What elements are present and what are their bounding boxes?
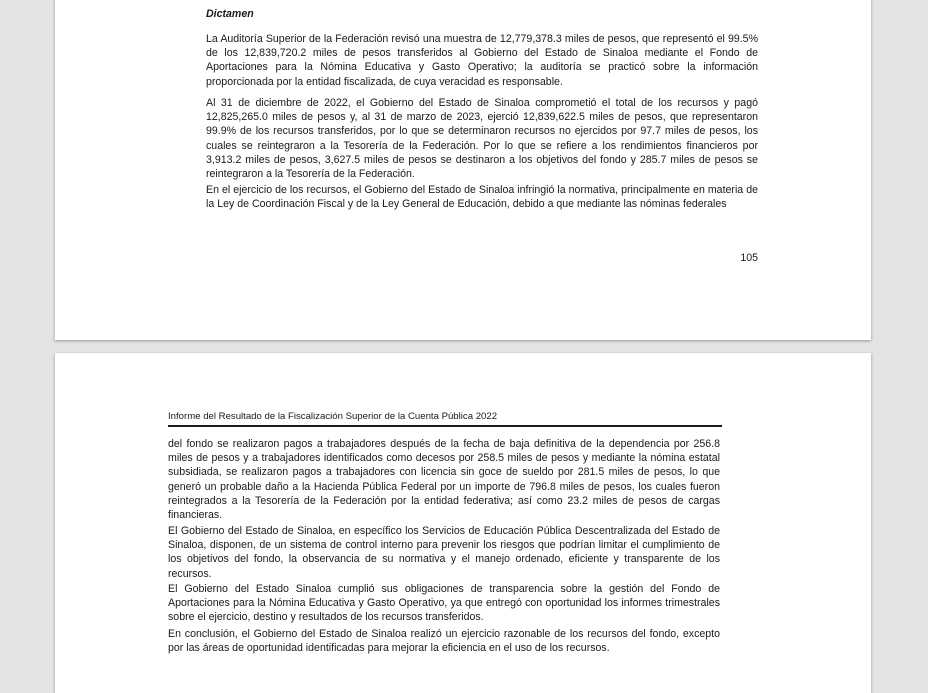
document-page-105 [55,0,871,340]
document-page-next [55,353,871,693]
section-heading-dictamen: Dictamen [206,8,254,20]
header-rule [168,425,722,427]
running-header: Informe del Resultado de la Fiscalización Superior de la Cuenta Pública 2022 [168,411,498,422]
page-number: 105 [740,252,758,264]
paragraph-muestra: La Auditoría Superior de la Federación revisó una muestra de 12,779,378.3 miles de pesos, que representó el 99.5% de los 12,839,720.2 miles de pesos transferidos al Gobierno del Estado de Sinaloa mediante el Fondo de Aportaciones para la Nómina Educativa y Gasto Operativo; la auditoría se practicó sobre la información proporcionada por la entidad fiscalizada, de cuya veracidad es responsable. [206,33,758,88]
paragraph-control-interno: El Gobierno del Estado de Sinaloa, en específico los Servicios de Educación Pública Descentralizada del Estado de Sinaloa, disponen, de un sistema de control interno para prevenir los riesgos que podrían limitar el cumplimiento de los objetivos del fondo, la observancia de su normativa y el manejo ordenado, eficiente y transparente de los recursos. [168,525,720,580]
paragraph-normativa: En el ejercicio de los recursos, el Gobierno del Estado de Sinaloa infringió la normativa, principalmente en materia de la Ley de Coordinación Fiscal y de la Ley General de Educación, debido a que mediante las nóminas federales [206,184,758,211]
paragraph-recursos-ejercidos: Al 31 de diciembre de 2022, el Gobierno del Estado de Sinaloa comprometió el total de los recursos y pagó 12,825,265.0 miles de pesos y, al 31 de marzo de 2023, ejerció 12,839,622.5 miles de pesos, que representaron 99.9% de los recursos transferidos, por lo que se determinaron recursos no ejercidos por 97.7 miles de pesos, los cuales se reintegraron a la Tesorería de la Federación. Por lo que se refiere a los rendimientos financieros por 3,913.2 miles de pesos, 3,627.5 miles de pesos se destinaron a los objetivos del fondo y 285.7 miles de pesos se reintegraron a la Tesorería de la Federación. [206,97,758,181]
paragraph-conclusion: En conclusión, el Gobierno del Estado de Sinaloa realizó un ejercicio razonable de los recursos del fondo, excepto por las áreas de oportunidad identificadas para mejorar la eficiencia en el uso de los recursos. [168,628,720,655]
paragraph-pagos-trabajadores: del fondo se realizaron pagos a trabajadores después de la fecha de baja definitiva de la dependencia por 256.8 miles de pesos y a trabajadores identificados como decesos por 258.5 miles de pesos y mediante la nómina estatal subsidiada, se realizaron pagos a trabajadores con licencia sin goce de sueldo por 281.5 miles de pesos, lo que generó un probable daño a la Hacienda Pública Federal por un importe de 796.8 miles de pesos, los cuales fueron reintegrados a la Tesorería de la Federación por la entidad federativa; así como 23.2 miles de pesos de cargas financieras. [168,438,720,522]
paragraph-transparencia: El Gobierno del Estado Sinaloa cumplió sus obligaciones de transparencia sobre la gestión del Fondo de Aportaciones para la Nómina Educativa y Gasto Operativo, ya que entregó con oportunidad los informes trimestrales sobre el ejercicio, destino y resultados de los recursos transferidos. [168,583,720,624]
